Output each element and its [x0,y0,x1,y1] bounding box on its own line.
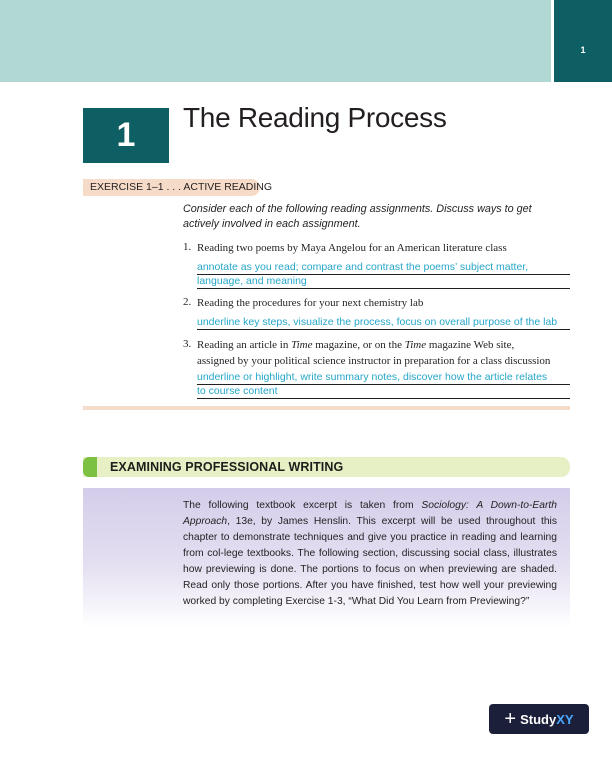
item-1-answer-line-1: annotate as you read; compare and contrast the poems’ subject matter, [197,260,570,275]
item-3-number: 3. [183,338,192,350]
header-band [0,0,551,82]
item-3-text-part: magazine, or on the [312,339,405,351]
book-title: Sociology: A Down-to-Earth Approach [183,500,558,527]
item-3-text-part: Reading an article in [197,339,292,351]
exercise-instructions: Consider each of the following reading assignments. Discuss ways to get actively involved in each assignment. [183,203,532,230]
item-1-text: Reading two poems by Maya Angelou for an American literature class [197,242,507,254]
excerpt-text: , 13e, by James Henslin. This excerpt will be used throughout this chapter to demonstrate techniques and give you practice in reading and learning from col-lege textbooks. The following section, discussing social class, illustrates how previewing is done. The portions to focus on when previewing are shaded. Read only those portions. After you have finished, test how well your previewing worked by completing Exercise 1-3, “What Did You Learn from Previewing?” [183,516,557,607]
page-number-tab [554,0,612,82]
logo-text-accent: XY [556,711,574,727]
item-3-text [197,338,573,369]
logo-text: Study [520,711,557,727]
excerpt-paragraph [183,498,557,610]
item-3-answer-line-2: to course content [197,384,570,399]
page-number: 1 [580,45,586,55]
item-3-text-line-2: assigned by your political science instructor in preparation for a class discussion [197,354,551,367]
item-3-magazine-title: Time [291,339,313,351]
item-2-answer-line-1: underline key steps, visualize the process, focus on overall purpose of the lab [197,315,570,330]
plus-icon: + [504,707,517,730]
item-1-answer-line-2: language, and meaning [197,274,570,289]
studyxy-logo [489,704,589,734]
chapter-title: The Reading Process [183,102,447,133]
exercise-label: EXERCISE 1–1 . . . ACTIVE READING [90,181,273,193]
item-1-number: 1. [183,241,192,253]
exercise-end-rule [83,406,570,410]
chapter-number-box: 1 [83,108,169,163]
item-2-number: 2. [183,296,192,308]
item-3-text-part: magazine Web site, [426,339,515,351]
excerpt-text: The following textbook excerpt is taken from [183,500,422,511]
item-2-text: Reading the procedures for your next chemistry lab [197,297,424,309]
section-heading: EXAMINING PROFESSIONAL WRITING [110,460,344,474]
item-3-answer-line-1: underline or highlight, write summary notes, discover how the article relates [197,370,570,385]
section-heading-accent [83,457,97,477]
item-3-magazine-title: Time [404,339,427,351]
